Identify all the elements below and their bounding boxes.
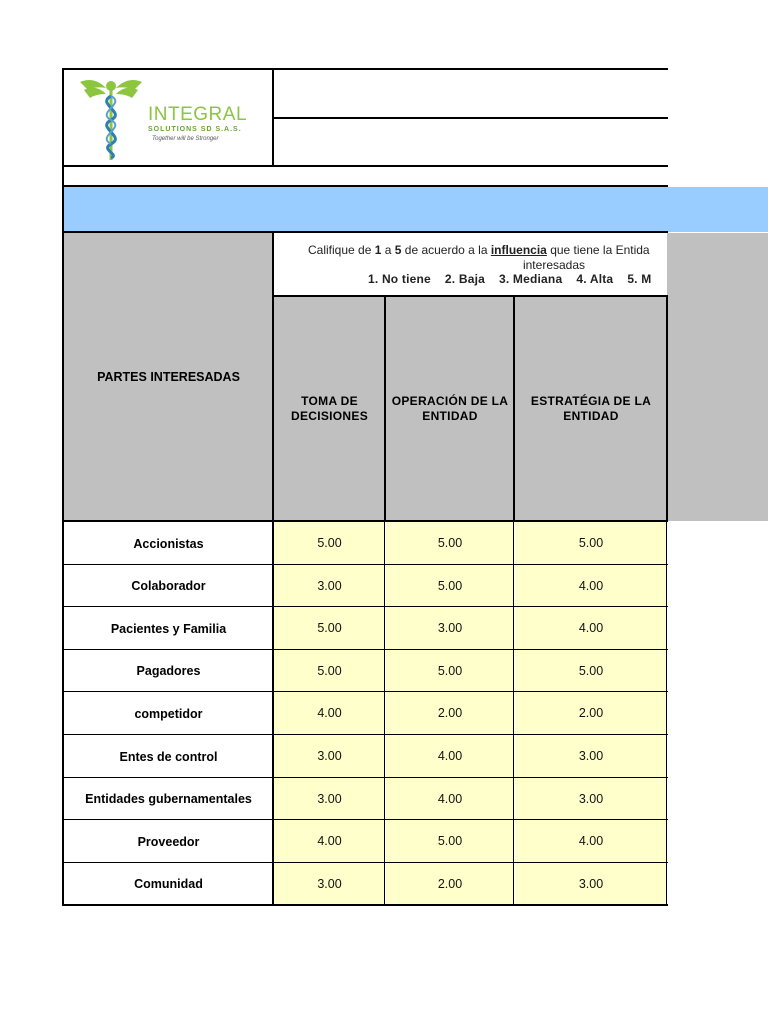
grid-line <box>62 68 64 906</box>
rating-cell[interactable]: 5.00 <box>274 650 385 691</box>
rating-cell[interactable]: 5.00 <box>274 607 385 649</box>
row-label: competidor <box>64 692 273 735</box>
rating-cell[interactable]: 4.00 <box>274 820 385 862</box>
column-divider <box>513 863 514 905</box>
row-header-label: PARTES INTERESADAS <box>97 370 240 384</box>
column-divider <box>666 650 667 692</box>
rating-cell[interactable]: 5.00 <box>386 650 514 691</box>
column-header-decisions: TOMA DE DECISIONES <box>290 394 368 423</box>
grid-line <box>62 185 668 187</box>
rating-cell[interactable]: 5.00 <box>386 565 514 606</box>
scale-item-5: 5. M <box>627 272 652 286</box>
column-divider <box>666 820 667 863</box>
rating-cell[interactable]: 5.00 <box>386 820 514 862</box>
rating-cell[interactable]: 3.00 <box>274 735 385 777</box>
rating-cell[interactable]: 3.00 <box>274 863 385 904</box>
grid-line <box>666 295 668 522</box>
column-divider <box>666 863 667 905</box>
row-label: Comunidad <box>64 863 273 905</box>
column-divider <box>384 778 385 820</box>
rating-cell[interactable]: 2.00 <box>386 863 514 904</box>
column-divider <box>384 692 385 735</box>
caduceus-logo-icon <box>76 72 146 164</box>
row-label: Proveedor <box>64 820 273 863</box>
grid-line <box>273 295 668 297</box>
column-divider <box>384 522 385 565</box>
logo-tagline: Together will be Stronger <box>152 136 219 142</box>
column-divider <box>384 565 385 607</box>
grid-line <box>384 295 386 522</box>
grid-line <box>62 165 668 167</box>
grid-line <box>62 520 668 522</box>
rating-cell[interactable]: 3.00 <box>515 735 667 777</box>
rating-cell[interactable]: 2.00 <box>386 692 514 734</box>
rating-cell[interactable]: 4.00 <box>274 692 385 734</box>
rating-cell[interactable]: 5.00 <box>515 650 667 691</box>
column-divider <box>384 863 385 905</box>
column-divider <box>384 650 385 692</box>
grid-line <box>62 904 668 906</box>
grid-line <box>62 68 668 70</box>
grid-line <box>273 117 668 119</box>
row-label: Pacientes y Familia <box>64 607 273 650</box>
rating-cell[interactable]: 4.00 <box>515 565 667 606</box>
company-logo <box>76 72 266 164</box>
scale-item-1: 1. No tiene <box>368 272 431 286</box>
grid-line <box>272 68 274 167</box>
column-divider <box>513 778 514 820</box>
column-divider <box>513 565 514 607</box>
scale-item-2: 2. Baja <box>444 272 485 286</box>
rating-cell[interactable]: 5.00 <box>386 522 514 564</box>
rating-cell[interactable]: 3.00 <box>515 863 667 904</box>
row-label: Colaborador <box>64 565 273 607</box>
column-divider <box>513 650 514 692</box>
rating-cell[interactable]: 4.00 <box>515 820 667 862</box>
column-divider <box>513 820 514 863</box>
column-divider <box>384 607 385 650</box>
rating-cell[interactable]: 4.00 <box>386 778 514 819</box>
rating-cell[interactable]: 3.00 <box>386 607 514 649</box>
column-divider <box>666 735 667 778</box>
row-label: Entes de control <box>64 735 273 778</box>
scale-item-4: 4. Alta <box>576 272 614 286</box>
rating-cell[interactable]: 3.00 <box>515 778 667 819</box>
rating-cell[interactable]: 3.00 <box>274 778 385 819</box>
instructions-line-1: Califique de 1 a 5 de acuerdo a la influencia que tiene la Entida <box>308 243 650 257</box>
column-divider <box>513 692 514 735</box>
grid-line <box>513 295 515 522</box>
header-bg-right <box>667 233 768 521</box>
rating-cell[interactable]: 4.00 <box>515 607 667 649</box>
rating-instructions <box>274 238 667 296</box>
logo-subtitle: SOLUTIONS SD S.A.S. <box>148 126 242 133</box>
column-divider <box>666 692 667 735</box>
rating-cell[interactable]: 5.00 <box>274 522 385 564</box>
scale-item-3: 3. Mediana <box>498 272 563 286</box>
column-divider <box>513 735 514 778</box>
rating-cell[interactable]: 4.00 <box>386 735 514 777</box>
column-divider <box>513 607 514 650</box>
row-label: Accionistas <box>64 522 273 565</box>
influence-keyword: influencia <box>490 243 547 257</box>
title-band <box>64 187 768 232</box>
row-label: Entidades gubernamentales <box>64 778 273 820</box>
column-divider <box>384 820 385 863</box>
rating-scale <box>368 272 665 286</box>
grid-line <box>272 231 274 906</box>
column-divider <box>666 522 667 565</box>
column-header-strategy: ESTRATÉGIA DE LA ENTIDAD <box>530 394 652 423</box>
column-divider <box>384 735 385 778</box>
rating-cell[interactable]: 5.00 <box>515 522 667 564</box>
grid-line <box>62 231 668 233</box>
column-divider <box>666 778 667 820</box>
instructions-line-2: interesadas <box>522 258 586 272</box>
column-divider <box>666 565 667 607</box>
column-header-operation: OPERACIÓN DE LA ENTIDAD <box>391 394 509 423</box>
column-divider <box>666 607 667 650</box>
logo-wordmark: INTEGRAL <box>148 104 248 125</box>
row-label: Pagadores <box>64 650 273 692</box>
column-divider <box>513 522 514 565</box>
rating-cell[interactable]: 3.00 <box>274 565 385 606</box>
rating-cell[interactable]: 2.00 <box>515 692 667 734</box>
